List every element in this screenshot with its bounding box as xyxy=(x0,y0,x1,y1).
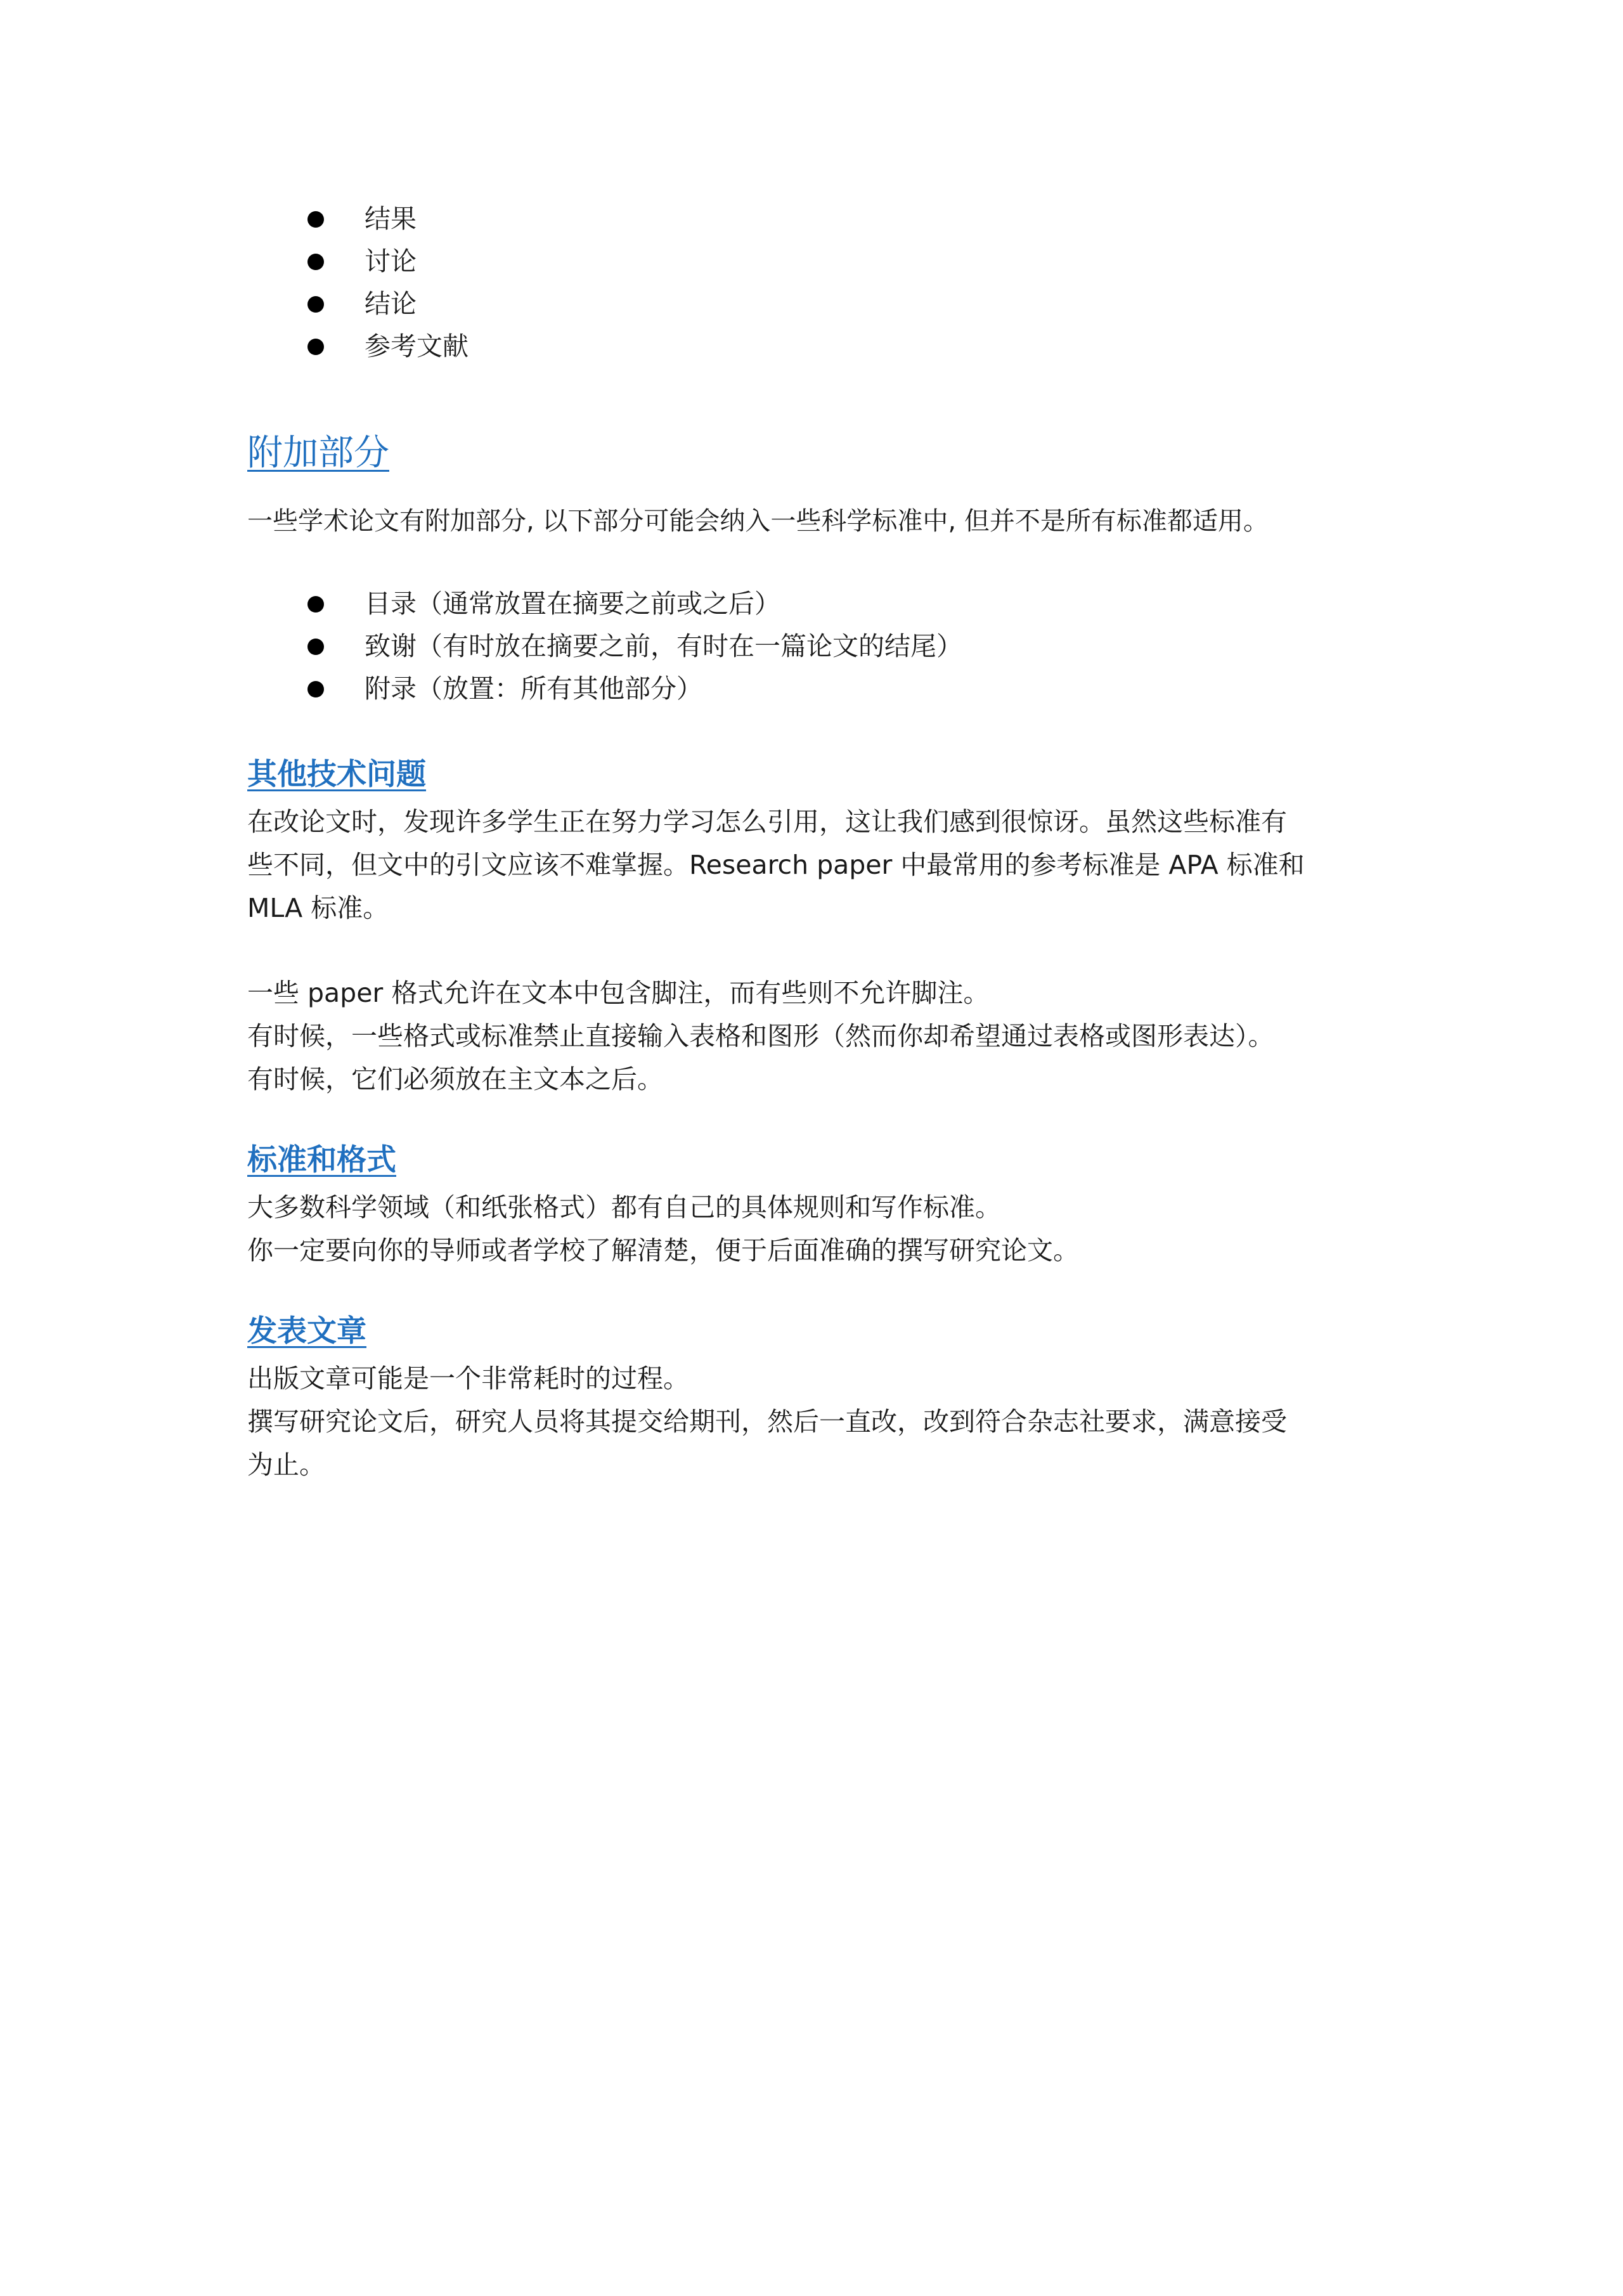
paragraph-line: 为止。 xyxy=(247,1450,325,1480)
section-heading: 标准和格式 xyxy=(247,1143,396,1177)
paragraph-line: 出版文章可能是一个非常耗时的过程。 xyxy=(247,1363,689,1394)
bullet-icon xyxy=(307,254,324,270)
section-heading: 附加部分 xyxy=(247,432,389,474)
bullet-icon xyxy=(307,639,324,655)
paragraph-line: 一些 paper 格式允许在文本中包含脚注，而有些则不允许脚注。 xyxy=(247,978,990,1008)
list-item-text: 目录（通常放置在摘要之前或之后） xyxy=(365,588,780,619)
section-heading: 发表文章 xyxy=(247,1314,366,1349)
list-item-text: 讨论 xyxy=(365,246,417,276)
paragraph-line: 在改论文时，发现许多学生正在努力学习怎么引用，这让我们感到很惊讶。虽然这些标准有 xyxy=(247,807,1287,837)
list-item-text: 结论 xyxy=(365,289,417,319)
paragraph-line: 有时候，一些格式或标准禁止直接输入表格和图形（然而你却希望通过表格或图形表达）。 xyxy=(247,1021,1274,1051)
section-intro: 一些学术论文有附加部分, 以下部分可能会纳入一些科学标准中, 但并不是所有标准都适用。 xyxy=(247,507,1269,536)
list-item-text: 结果 xyxy=(365,204,417,234)
paragraph-line: 有时候，它们必须放在主文本之后。 xyxy=(247,1064,663,1094)
bullet-icon xyxy=(307,211,324,228)
paragraph-line: MLA 标准。 xyxy=(247,893,389,923)
bullet-icon xyxy=(307,681,324,697)
paragraph-line: 大多数科学领域（和纸张格式）都有自己的具体规则和写作标准。 xyxy=(247,1192,1001,1223)
bullet-icon xyxy=(307,339,324,355)
paragraph-line: 你一定要向你的导师或者学校了解清楚，便于后面准确的撰写研究论文。 xyxy=(247,1235,1079,1266)
list-item-text: 附录（放置：所有其他部分） xyxy=(365,673,702,704)
list-item-text: 参考文献 xyxy=(365,331,469,361)
list-item-text: 致谢（有时放在摘要之前，有时在一篇论文的结尾） xyxy=(365,631,962,661)
bullet-icon xyxy=(307,596,324,613)
bullet-icon xyxy=(307,296,324,313)
section-heading: 其他技术问题 xyxy=(247,757,426,792)
paragraph-line: 撰写研究论文后，研究人员将其提交给期刊，然后一直改，改到符合杂志社要求，满意接受 xyxy=(247,1406,1287,1437)
paragraph-line: 些不同，但文中的引文应该不难掌握。Research paper 中最常用的参考标准是 APA 标准和 xyxy=(247,850,1305,880)
